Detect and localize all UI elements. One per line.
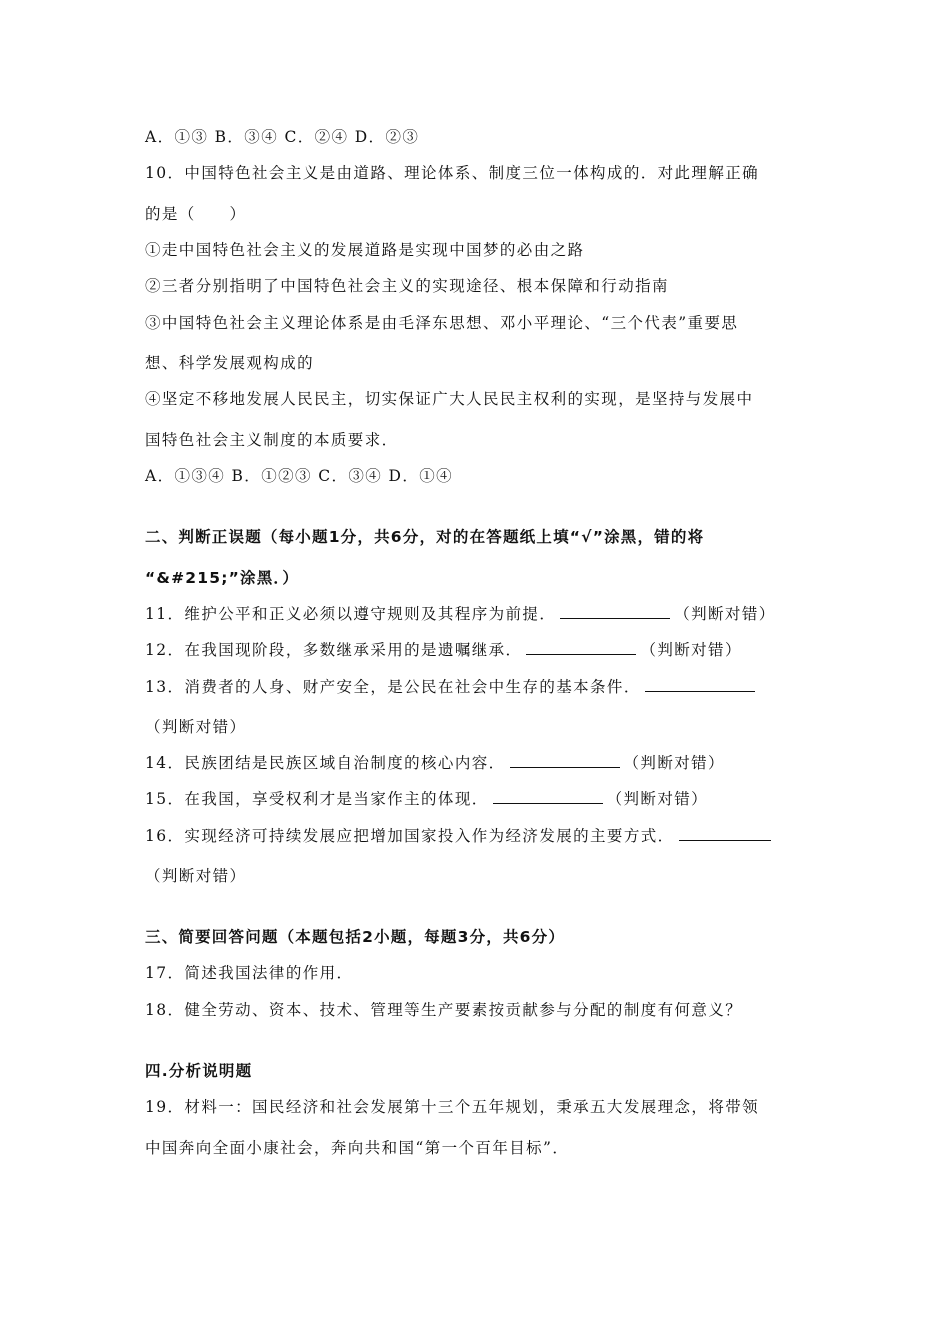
q13-text: 13．消费者的人身、财产安全，是公民在社会中生存的基本条件． (145, 678, 641, 696)
q19-line1: 19．材料一：国民经济和社会发展第十三个五年规划，秉承五大发展理念，将带领 (145, 1098, 760, 1116)
q14-judge-label: （判断对错） (623, 754, 725, 772)
q10-option-3-line2: 想、科学发展观构成的 (145, 354, 315, 372)
q15 (145, 789, 708, 809)
q12 (145, 640, 742, 660)
q11-judge-label: （判断对错） (674, 605, 776, 623)
q12-answer-blank[interactable] (526, 640, 636, 655)
q11-text: 11．维护公平和正义必须以遵守规则及其程序为前提． (145, 605, 557, 623)
q10-option-2: ②三者分别指明了中国特色社会主义的实现途径、根本保障和行动指南 (145, 277, 669, 295)
q12-text: 12．在我国现阶段，多数继承采用的是遗嘱继承． (145, 641, 523, 659)
q19-line2: 中国奔向全面小康社会，奔向共和国“第一个百年目标”． (145, 1139, 570, 1157)
q15-judge-label: （判断对错） (606, 790, 709, 808)
q17: 17．简述我国法律的作用． (145, 964, 354, 982)
q14-text: 14．民族团结是民族区域自治制度的核心内容． (145, 754, 506, 772)
q14 (145, 753, 725, 773)
section2-heading-line2: “&#215;”涂黑．） (145, 569, 300, 587)
q18: 18．健全劳动、资本、技术、管理等生产要素按贡献参与分配的制度有何意义？ (145, 1001, 743, 1019)
q10-stem-line2: 的是（ ） (145, 205, 247, 223)
section4-heading: 四.分析说明题 (145, 1062, 253, 1080)
q16 (145, 826, 775, 846)
q14-answer-blank[interactable] (510, 753, 620, 768)
q12-judge-label: （判断对错） (640, 641, 742, 659)
q10-option-3-line1: ③中国特色社会主义理论体系是由毛泽东思想、邓小平理论、“三个代表”重要思 (145, 314, 739, 332)
q10-option-4-line1: ④坚定不移地发展人民民主，切实保证广大人民民主权利的实现，是坚持与发展中 (145, 390, 754, 408)
q16-answer-blank[interactable] (679, 826, 771, 841)
q10-option-1: ①走中国特色社会主义的发展道路是实现中国梦的必由之路 (145, 241, 585, 259)
section2-heading-line1: 二、判断正误题（每小题1分，共6分，对的在答题纸上填“√”涂黑，错的将 (145, 528, 705, 546)
q13-answer-blank[interactable] (645, 677, 755, 692)
q16-text: 16．实现经济可持续发展应把增加国家投入作为经济发展的主要方式． (145, 827, 675, 845)
q10-stem-line1: 10．中国特色社会主义是由道路、理论体系、制度三位一体构成的．对此理解正确 (145, 164, 760, 182)
q11 (145, 604, 776, 624)
q13 (145, 677, 759, 697)
q15-text: 15．在我国，享受权利才是当家作主的体现． (145, 790, 489, 808)
q10-option-4-line2: 国特色社会主义制度的本质要求． (145, 431, 399, 449)
q11-answer-blank[interactable] (560, 604, 670, 619)
q10-options: A．①③④ B．①②③ C．③④ D．①④ (145, 467, 454, 485)
q9-options: A．①③ B．③④ C．②④ D．②③ (145, 128, 420, 146)
section3-heading: 三、简要回答问题（本题包括2小题，每题3分，共6分） (145, 928, 566, 946)
q13-judge-label: （判断对错） (145, 718, 247, 736)
q15-answer-blank[interactable] (493, 789, 603, 804)
q16-judge-label: （判断对错） (145, 867, 247, 885)
